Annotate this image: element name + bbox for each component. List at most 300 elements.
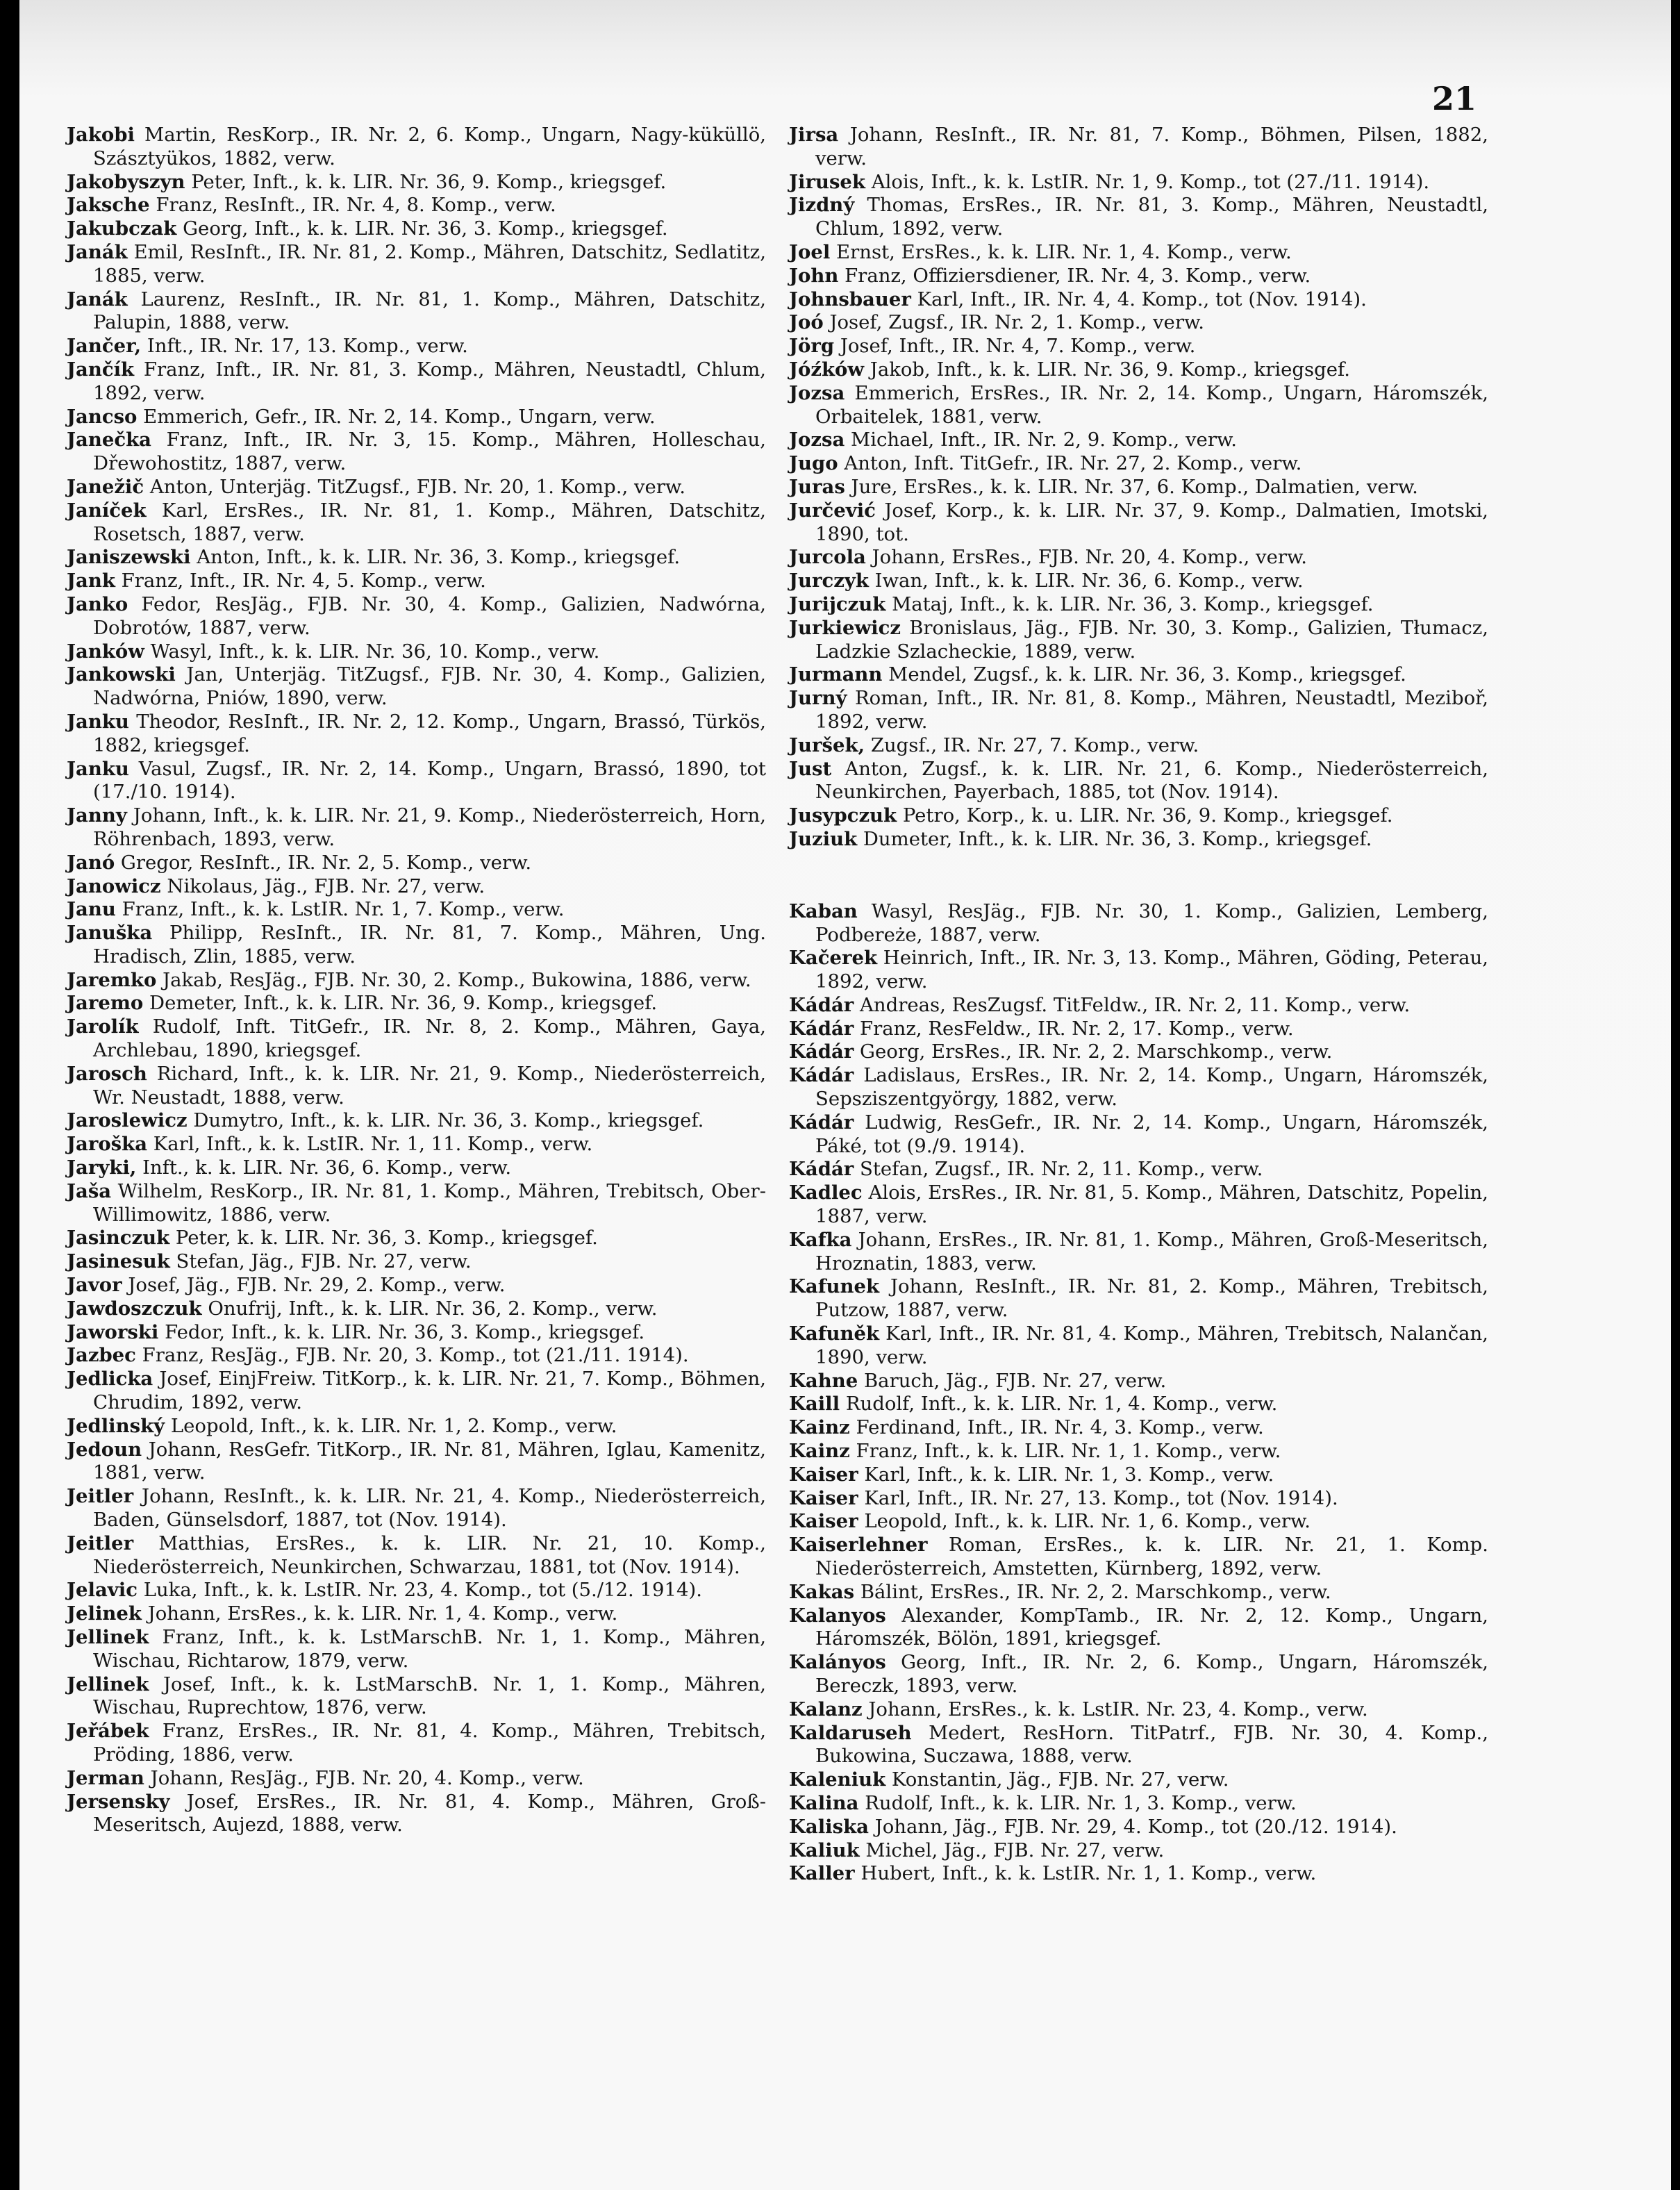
list-item <box>789 1839 1488 1863</box>
entry-surname: Jaworski <box>67 1320 159 1343</box>
entry-details: Rudolf, Inft., k. k. LIR. Nr. 1, 3. Komp., verw. <box>865 1791 1297 1814</box>
entry-details: Matthias, ErsRes., k. k. LIR. Nr. 21, 10. Komp., Niederösterreich, Neunkirchen, Schwarzau, 1881, tot (Nov. 1914). <box>93 1532 766 1578</box>
page-number: 21 <box>1432 80 1477 117</box>
entry-details: Ferdinand, Inft., IR. Nr. 4, 3. Komp., verw. <box>856 1416 1264 1439</box>
entry-details: Mendel, Zugsf., k. k. LIR. Nr. 36, 3. Komp., kriegsgef. <box>888 663 1406 686</box>
entry-surname: Janák <box>67 288 128 310</box>
entry-details: Ludwig, ResGefr., IR. Nr. 2, 14. Komp., Ungarn, Háromszék, Páké, tot (9./9. 1914). <box>815 1111 1488 1157</box>
entry-details: Anton, Inft. TitGefr., IR. Nr. 27, 2. Komp., verw. <box>844 452 1302 475</box>
entry-details: Peter, k. k. LIR. Nr. 36, 3. Komp., kriegsgef. <box>175 1227 598 1250</box>
list-item <box>67 1133 766 1156</box>
entry-surname: Johnsbauer <box>789 288 911 310</box>
list-item <box>789 1768 1488 1792</box>
list-item <box>67 570 766 593</box>
entry-details: Jakab, ResJäg., FJB. Nr. 30, 2. Komp., Bukowina, 1886, verw. <box>163 968 751 991</box>
list-item <box>789 429 1488 452</box>
entry-surname: Jerman <box>67 1766 144 1789</box>
entry-details: Emil, ResInft., IR. Nr. 81, 2. Komp., Mähren, Datschitz, Sedlatitz, 1885, verw. <box>93 240 766 287</box>
list-item <box>789 335 1488 358</box>
entry-details: Josef, Inft., IR. Nr. 4, 7. Komp., verw. <box>840 335 1196 358</box>
entry-details: Thomas, ErsRes., IR. Nr. 81, 3. Komp., Mähren, Neustadtl, Chlum, 1892, verw. <box>815 194 1488 240</box>
entry-surname: Jizdný <box>789 194 855 217</box>
entry-surname: Kaban <box>789 899 858 922</box>
entry-details: Martin, ResKorp., IR. Nr. 2, 6. Komp., Ungarn, Nagy-küküllö, Szásztyükos, 1882, verw. <box>93 124 766 169</box>
entry-details: Alois, Inft., k. k. LstIR. Nr. 1, 9. Komp., tot (27./11. 1914). <box>871 170 1430 193</box>
list-item <box>789 1792 1488 1816</box>
entry-details: Inft., k. k. LIR. Nr. 36, 6. Komp., verw. <box>142 1156 512 1179</box>
entry-surname: Jeitler <box>67 1485 134 1508</box>
entry-surname: Kafuněk <box>789 1322 880 1345</box>
entry-details: Johann, ErsRes., IR. Nr. 81, 1. Komp., Mähren, Groß-Meseritsch, Hroznatin, 1883, verw. <box>815 1228 1488 1275</box>
entry-surname: Kaiser <box>789 1463 858 1486</box>
list-item <box>789 546 1488 570</box>
list-item <box>789 687 1488 734</box>
entry-surname: Jurkiewicz <box>789 616 901 639</box>
entry-surname: Janečka <box>67 429 151 451</box>
list-item <box>67 875 766 899</box>
section-gap <box>789 852 1488 900</box>
entry-surname: Jankowski <box>67 663 176 686</box>
entry-surname: Jellinek <box>67 1673 149 1695</box>
entry-details: Wasyl, Inft., k. k. LIR. Nr. 36, 10. Komp., verw. <box>150 640 600 663</box>
list-item <box>789 1229 1488 1276</box>
entry-details: Laurenz, ResInft., IR. Nr. 81, 1. Komp., Mähren, Datschitz, Palupin, 1888, verw. <box>93 288 766 334</box>
entry-details: Franz, Inft., IR. Nr. 4, 5. Komp., verw. <box>121 570 486 592</box>
list-item <box>789 804 1488 828</box>
entry-surname: Jurmann <box>789 663 883 686</box>
entry-details: Fedor, Inft., k. k. LIR. Nr. 36, 3. Komp., kriegsgef. <box>165 1320 645 1343</box>
entry-details: Wilhelm, ResKorp., IR. Nr. 81, 1. Komp., Mähren, Trebitsch, Ober-Willimowitz, 1886, verw. <box>93 1179 766 1226</box>
entry-details: Peter, Inft., k. k. LIR. Nr. 36, 9. Komp., kriegsgef. <box>191 170 667 193</box>
list-item <box>789 1510 1488 1534</box>
list-item <box>789 171 1488 194</box>
list-item <box>789 1651 1488 1698</box>
entry-surname: Kahne <box>789 1369 858 1392</box>
list-item <box>67 1344 766 1368</box>
list-item <box>67 1626 766 1673</box>
entry-details: Franz, ResJäg., FJB. Nr. 20, 3. Komp., tot (21./11. 1914). <box>142 1344 689 1367</box>
list-item <box>67 1579 766 1602</box>
entry-surname: Kaliuk <box>789 1839 860 1861</box>
entry-details: Franz, Inft., IR. Nr. 81, 3. Komp., Mähren, Neustadtl, Chlum, 1892, verw. <box>93 358 766 404</box>
entry-surname: Jaryki, <box>67 1156 137 1179</box>
entry-details: Rudolf, Inft. TitGefr., IR. Nr. 8, 2. Komp., Mähren, Gaya, Archlebau, 1890, kriegsgef. <box>93 1015 766 1062</box>
list-item <box>67 1368 766 1415</box>
entry-surname: Jaša <box>67 1179 112 1202</box>
entry-details: Johann, ResInft., IR. Nr. 81, 2. Komp., Mähren, Trebitsch, Putzow, 1887, verw. <box>815 1275 1489 1322</box>
list-item <box>67 898 766 922</box>
entry-details: Josef, Jäg., FJB. Nr. 29, 2. Komp., verw. <box>128 1274 506 1297</box>
entry-details: Michel, Jäg., FJB. Nr. 27, verw. <box>865 1839 1165 1861</box>
entry-surname: Jusypczuk <box>789 804 897 827</box>
entry-details: Franz, Inft., IR. Nr. 3, 15. Komp., Mähren, Holleschau, Dřewohostitz, 1887, verw. <box>93 429 766 475</box>
list-item <box>67 1321 766 1345</box>
entry-details: Roman, Inft., IR. Nr. 81, 8. Komp., Mähren, Neustadtl, Meziboř, 1892, verw. <box>815 687 1488 733</box>
list-item <box>789 1722 1488 1769</box>
entry-details: Inft., IR. Nr. 17, 13. Komp., verw. <box>147 335 468 358</box>
list-item <box>67 711 766 758</box>
list-item <box>67 1156 766 1180</box>
left-column <box>67 124 766 1837</box>
list-item <box>789 570 1488 593</box>
list-item <box>67 171 766 194</box>
list-item <box>789 1463 1488 1487</box>
list-item <box>789 663 1488 687</box>
list-item <box>789 1111 1488 1159</box>
entry-surname: Janowicz <box>67 874 161 897</box>
entry-details: Fedor, ResJäg., FJB. Nr. 30, 4. Komp., Galizien, Nadwórna, Dobrotów, 1887, verw. <box>93 592 766 639</box>
list-item <box>67 1438 766 1486</box>
entry-details: Luka, Inft., k. k. LstIR. Nr. 23, 4. Komp., tot (5./12. 1914). <box>143 1579 702 1602</box>
list-item <box>789 1275 1488 1322</box>
entry-surname: Jasinesuk <box>67 1250 170 1273</box>
entry-surname: Jellinek <box>67 1626 149 1648</box>
entry-surname: Jancso <box>67 405 138 428</box>
entry-surname: Joel <box>789 240 831 263</box>
list-item <box>67 922 766 969</box>
entry-details: Hubert, Inft., k. k. LstIR. Nr. 1, 1. Komp., verw. <box>860 1862 1317 1885</box>
entry-surname: Jakubczak <box>67 217 177 240</box>
list-item <box>789 241 1488 265</box>
entry-details: Johann, ErsRes., k. k. LstIR. Nr. 23, 4. Komp., verw. <box>868 1698 1368 1720</box>
list-item <box>67 1767 766 1791</box>
list-item <box>67 969 766 993</box>
entry-details: Franz, ErsRes., IR. Nr. 81, 4. Komp., Mähren, Trebitsch, Pröding, 1886, verw. <box>93 1720 766 1766</box>
entry-details: Georg, ErsRes., IR. Nr. 2, 2. Marschkomp., verw. <box>860 1040 1333 1063</box>
list-item <box>67 1109 766 1133</box>
entry-details: Karl, Inft., k. k. LIR. Nr. 1, 3. Komp., verw. <box>864 1463 1274 1486</box>
entry-details: Anton, Zugsf., k. k. LIR. Nr. 21, 6. Komp., Niederösterreich, Neunkirchen, Payerbach, 1885, tot (Nov. 1914). <box>815 757 1488 804</box>
entry-surname: Kainz <box>789 1416 850 1439</box>
entry-details: Jan, Unterjäg. TitZugsf., FJB. Nr. 30, 4. Komp., Galizien, Nadwórna, Pniów, 1890, verw. <box>93 663 766 710</box>
entry-details: Bálint, ErsRes., IR. Nr. 2, 2. Marschkomp., verw. <box>860 1580 1331 1603</box>
entry-surname: Kaill <box>789 1393 840 1416</box>
entry-surname: Jelavic <box>67 1579 138 1602</box>
entry-surname: Jančík <box>67 358 135 381</box>
entry-surname: Kaleniuk <box>789 1768 886 1791</box>
entry-surname: Joó <box>789 311 824 334</box>
list-item <box>789 593 1488 617</box>
list-item <box>67 1250 766 1274</box>
right-column-k-section <box>789 900 1488 1886</box>
entry-details: Emmerich, Gefr., IR. Nr. 2, 14. Komp., Ungarn, verw. <box>143 405 656 428</box>
entry-details: Josef, Zugsf., IR. Nr. 2, 1. Komp., verw. <box>829 311 1204 334</box>
entry-details: Johann, Inft., k. k. LIR. Nr. 21, 9. Komp., Niederösterreich, Horn, Röhrenbach, 1893, verw. <box>93 804 766 850</box>
entry-details: Josef, Inft., k. k. LstMarschB. Nr. 1, 1. Komp., Mähren, Wischau, Ruprechtow, 1876, verw. <box>93 1673 766 1719</box>
entry-surname: Jedlicka <box>67 1368 153 1391</box>
entry-surname: Jakobyszyn <box>67 170 185 193</box>
entry-details: Leopold, Inft., k. k. LIR. Nr. 1, 2. Komp., verw. <box>170 1414 617 1437</box>
list-item <box>67 1720 766 1767</box>
entry-surname: Jozsa <box>789 429 845 451</box>
list-item <box>789 452 1488 476</box>
list-item <box>789 617 1488 664</box>
entry-details: Franz, Offiziersdiener, IR. Nr. 4, 3. Komp., verw. <box>845 264 1311 287</box>
entry-surname: Kaller <box>789 1862 855 1885</box>
entry-details: Stefan, Jäg., FJB. Nr. 27, verw. <box>176 1250 472 1273</box>
list-item <box>789 1322 1488 1370</box>
list-item <box>67 1274 766 1297</box>
list-item <box>67 288 766 335</box>
list-item <box>67 1063 766 1110</box>
entry-surname: Kádár <box>789 1158 854 1181</box>
entry-surname: Jančer, <box>67 335 142 358</box>
entry-details: Josef, EinjFreiw. TitKorp., k. k. LIR. Nr. 21, 7. Komp., Böhmen, Chrudim, 1892, verw. <box>93 1368 766 1414</box>
list-item <box>789 1604 1488 1652</box>
list-item <box>67 852 766 875</box>
entry-details: Mataj, Inft., k. k. LIR. Nr. 36, 3. Komp., kriegsgef. <box>892 592 1374 615</box>
entry-surname: Janku <box>67 710 129 733</box>
entry-details: Konstantin, Jäg., FJB. Nr. 27, verw. <box>891 1768 1229 1791</box>
entry-surname: John <box>789 264 839 287</box>
entry-surname: Kádár <box>789 1040 854 1063</box>
entry-details: Rudolf, Inft., k. k. LIR. Nr. 1, 4. Komp., verw. <box>845 1393 1278 1416</box>
entry-surname: Jaroslewicz <box>67 1109 188 1132</box>
list-item <box>67 194 766 217</box>
entry-details: Onufrij, Inft., k. k. LIR. Nr. 36, 2. Komp., verw. <box>208 1297 658 1320</box>
entry-details: Jure, ErsRes., k. k. LIR. Nr. 37, 6. Komp., Dalmatien, verw. <box>851 475 1418 498</box>
entry-details: Emmerich, ErsRes., IR. Nr. 2, 14. Komp., Ungarn, Háromszék, Orbaitelek, 1881, verw. <box>815 381 1489 428</box>
entry-surname: Kaiserlehner <box>789 1534 928 1557</box>
entry-details: Anton, Inft., k. k. LIR. Nr. 36, 3. Komp., kriegsgef. <box>197 546 681 569</box>
list-item <box>789 358 1488 382</box>
entry-details: Medert, ResHorn. TitPatrf., FJB. Nr. 30, 4. Komp., Bukowina, Suczawa, 1888, verw. <box>815 1721 1488 1768</box>
entry-surname: Kádár <box>789 1111 854 1134</box>
entry-details: Franz, ResFeldw., IR. Nr. 2, 17. Komp., verw. <box>860 1017 1294 1040</box>
list-item <box>789 1487 1488 1511</box>
entry-details: Ernst, ErsRes., k. k. LIR. Nr. 1, 4. Komp., verw. <box>836 240 1292 263</box>
list-item <box>67 1485 766 1532</box>
list-item <box>789 734 1488 758</box>
entry-details: Georg, Inft., IR. Nr. 2, 6. Komp., Ungarn, Háromszék, Bereczk, 1893, verw. <box>815 1651 1488 1697</box>
entry-surname: Juršek, <box>789 733 865 756</box>
entry-details: Karl, Inft., k. k. LstIR. Nr. 1, 11. Komp., verw. <box>153 1133 593 1156</box>
list-item <box>67 1415 766 1438</box>
entry-details: Johann, ErsRes., k. k. LIR. Nr. 1, 4. Komp., verw. <box>147 1602 618 1625</box>
list-item <box>67 1297 766 1321</box>
entry-surname: Kádár <box>789 993 854 1016</box>
list-item <box>67 758 766 805</box>
entry-surname: Jörg <box>789 335 835 358</box>
list-item <box>67 1791 766 1838</box>
list-item <box>789 288 1488 312</box>
entry-surname: Jawdoszczuk <box>67 1297 202 1320</box>
list-item <box>67 593 766 640</box>
entry-surname: Kalanyos <box>789 1604 886 1627</box>
entry-surname: Jazbec <box>67 1344 136 1367</box>
entry-surname: Jeřábek <box>67 1720 149 1743</box>
entry-details: Johann, ResInft., IR. Nr. 81, 7. Komp., Böhmen, Pilsen, 1882, verw. <box>815 124 1488 169</box>
entry-details: Franz, Inft., k. k. LIR. Nr. 1, 1. Komp., verw. <box>856 1440 1281 1463</box>
list-item <box>67 804 766 852</box>
entry-surname: Jaroška <box>67 1133 148 1156</box>
entry-details: Johann, ErsRes., FJB. Nr. 20, 4. Komp., verw. <box>872 546 1308 569</box>
entry-surname: Jugo <box>789 452 838 475</box>
list-item <box>789 1534 1488 1581</box>
list-item <box>67 1227 766 1250</box>
entry-surname: Janíček <box>67 499 147 522</box>
entry-surname: Just <box>789 757 832 780</box>
list-item <box>789 900 1488 947</box>
entry-surname: Jurný <box>789 687 847 710</box>
entry-details: Karl, Inft., IR. Nr. 4, 4. Komp., tot (Nov. 1914). <box>917 288 1367 310</box>
entry-details: Andreas, ResZugsf. TitFeldw., IR. Nr. 2, 11. Komp., verw. <box>860 993 1411 1016</box>
list-item <box>789 1816 1488 1839</box>
list-item <box>789 947 1488 994</box>
list-item <box>789 1181 1488 1229</box>
list-item <box>789 1370 1488 1393</box>
entry-details: Roman, ErsRes., k. k. LIR. Nr. 21, 1. Komp. Niederösterreich, Amstetten, Kürnberg, 1892, verw. <box>815 1534 1489 1580</box>
list-item <box>67 1180 766 1227</box>
entry-details: Karl, Inft., IR. Nr. 27, 13. Komp., tot (Nov. 1914). <box>864 1486 1338 1509</box>
entry-surname: Jasinczuk <box>67 1227 170 1250</box>
entry-details: Karl, Inft., IR. Nr. 81, 4. Komp., Mähren, Trebitsch, Nalančan, 1890, verw. <box>815 1322 1488 1368</box>
entry-surname: Kačerek <box>789 947 877 970</box>
entry-surname: Kádár <box>789 1064 854 1087</box>
entry-details: Dumeter, Inft., k. k. LIR. Nr. 36, 3. Komp., kriegsgef. <box>863 827 1372 850</box>
entry-details: Franz, ResInft., IR. Nr. 4, 8. Komp., verw. <box>156 194 556 217</box>
list-item <box>67 499 766 547</box>
entry-details: Iwan, Inft., k. k. LIR. Nr. 36, 6. Komp., verw. <box>874 570 1304 592</box>
entry-surname: Jurcola <box>789 546 866 569</box>
list-item <box>789 1440 1488 1463</box>
entry-details: Alexander, KompTamb., IR. Nr. 2, 12. Komp., Ungarn, Háromszék, Bölön, 1891, kriegsgef. <box>815 1604 1488 1650</box>
list-item <box>789 1862 1488 1886</box>
entry-surname: Javor <box>67 1274 122 1297</box>
entry-surname: Janu <box>67 898 116 921</box>
list-item <box>789 124 1488 171</box>
list-item <box>67 241 766 288</box>
entry-details: Bronislaus, Jäg., FJB. Nr. 30, 3. Komp., Galizien, Tłumacz, Ladzkie Szlacheckie, 1889, verw. <box>815 616 1488 663</box>
entry-surname: Jeitler <box>67 1532 134 1554</box>
entry-details: Johann, ResInft., k. k. LIR. Nr. 21, 4. Komp., Niederösterreich, Baden, Günselsdorf, 1887, tot (Nov. 1914). <box>93 1485 766 1532</box>
entry-surname: Kadlec <box>789 1181 863 1204</box>
list-item <box>789 1018 1488 1041</box>
entry-details: Baruch, Jäg., FJB. Nr. 27, verw. <box>863 1369 1167 1392</box>
entry-details: Theodor, ResInft., IR. Nr. 2, 12. Komp., Ungarn, Brassó, Türkös, 1882, kriegsgef. <box>93 710 766 756</box>
list-item <box>67 1532 766 1579</box>
entry-surname: Jirusek <box>789 170 865 193</box>
entry-details: Johann, ResJäg., FJB. Nr. 20, 4. Komp., verw. <box>150 1766 584 1789</box>
entry-surname: Jersensky <box>67 1790 170 1813</box>
entry-surname: Janków <box>67 640 144 663</box>
entry-surname: Janko <box>67 592 128 615</box>
list-item <box>789 994 1488 1018</box>
entry-surname: Kafka <box>789 1228 852 1251</box>
entry-details: Jakob, Inft., k. k. LIR. Nr. 36, 9. Komp., kriegsgef. <box>870 358 1350 381</box>
entry-details: Franz, Inft., k. k. LstIR. Nr. 1, 7. Komp., verw. <box>122 898 565 921</box>
entry-details: Leopold, Inft., k. k. LIR. Nr. 1, 6. Komp., verw. <box>864 1510 1311 1533</box>
entry-surname: Janó <box>67 851 115 874</box>
entry-surname: Janny <box>67 804 127 827</box>
list-item <box>67 663 766 711</box>
entry-surname: Kaliska <box>789 1815 869 1838</box>
entry-surname: Jaremo <box>67 992 144 1015</box>
entry-details: Vasul, Zugsf., IR. Nr. 2, 14. Komp., Ungarn, Brassó, 1890, tot (17./10. 1914). <box>93 757 766 804</box>
list-item <box>789 1416 1488 1440</box>
entry-details: Richard, Inft., k. k. LIR. Nr. 21, 9. Komp., Niederösterreich, Wr. Neustadt, 1888, verw. <box>93 1062 766 1109</box>
list-item <box>67 546 766 570</box>
entry-surname: Jurczyk <box>789 570 869 592</box>
entry-surname: Jakobi <box>67 124 135 146</box>
entry-details: Michael, Inft., IR. Nr. 2, 9. Komp., verw. <box>851 429 1237 451</box>
list-item <box>67 1602 766 1626</box>
list-item <box>789 476 1488 499</box>
entry-surname: Jaksche <box>67 194 150 217</box>
entry-surname: Jank <box>67 570 115 592</box>
list-item <box>789 265 1488 288</box>
list-item <box>67 124 766 171</box>
entry-surname: Jurčević <box>789 499 876 522</box>
entry-surname: Juziuk <box>789 827 858 850</box>
list-item <box>67 992 766 1015</box>
entry-details: Nikolaus, Jäg., FJB. Nr. 27, verw. <box>167 874 485 897</box>
list-item <box>67 429 766 476</box>
entry-surname: Jarosch <box>67 1062 147 1085</box>
entry-details: Petro, Korp., k. u. LIR. Nr. 36, 9. Komp., kriegsgef. <box>902 804 1393 827</box>
entry-details: Alois, ErsRes., IR. Nr. 81, 5. Komp., Mähren, Datschitz, Popelin, 1887, verw. <box>815 1181 1488 1228</box>
list-item <box>789 828 1488 852</box>
entry-surname: Jirsa <box>789 124 839 146</box>
entry-surname: Jedoun <box>67 1438 142 1461</box>
entry-surname: Kalina <box>789 1791 859 1814</box>
entry-surname: Jelinek <box>67 1602 142 1625</box>
entry-details: Josef, ErsRes., IR. Nr. 81, 4. Komp., Mähren, Groß-Meseritsch, Aujezd, 1888, verw. <box>93 1790 766 1836</box>
list-item <box>789 311 1488 335</box>
entry-surname: Janiszewski <box>67 546 191 569</box>
list-item <box>789 758 1488 805</box>
list-item <box>67 217 766 241</box>
entry-surname: Janku <box>67 757 129 780</box>
list-item <box>67 358 766 406</box>
entry-surname: Jurijczuk <box>789 592 886 615</box>
entry-details: Franz, Inft., k. k. LstMarschB. Nr. 1, 1. Komp., Mähren, Wischau, Richtarow, 1879, verw. <box>93 1626 766 1672</box>
entry-details: Johann, Jäg., FJB. Nr. 29, 4. Komp., tot (20./12. 1914). <box>874 1815 1397 1838</box>
entry-details: Johann, ResGefr. TitKorp., IR. Nr. 81, Mähren, Iglau, Kamenitz, 1881, verw. <box>93 1438 766 1484</box>
list-item <box>789 1064 1488 1111</box>
entry-surname: Kaiser <box>789 1510 858 1533</box>
right-column <box>789 124 1488 1886</box>
entry-details: Josef, Korp., k. k. LIR. Nr. 37, 9. Komp., Dalmatien, Imotski, 1890, tot. <box>815 499 1488 545</box>
list-item <box>67 640 766 664</box>
entry-details: Stefan, Zugsf., IR. Nr. 2, 11. Komp., verw. <box>860 1158 1263 1181</box>
entry-surname: Kalányos <box>789 1651 886 1674</box>
entry-surname: Kalanz <box>789 1698 863 1720</box>
entry-surname: Kaiser <box>789 1486 858 1509</box>
entry-details: Wasyl, ResJäg., FJB. Nr. 30, 1. Komp., Galizien, Lemberg, Podbereże, 1887, verw. <box>815 899 1488 946</box>
entry-surname: Jóźków <box>789 358 865 381</box>
entry-details: Philipp, ResInft., IR. Nr. 81, 7. Komp., Mähren, Ung. Hradisch, Zlin, 1885, verw. <box>93 922 767 968</box>
entry-surname: Kakas <box>789 1580 855 1603</box>
entry-surname: Jaremko <box>67 968 157 991</box>
entry-details: Gregor, ResInft., IR. Nr. 2, 5. Komp., verw. <box>120 851 532 874</box>
entry-surname: Janák <box>67 240 128 263</box>
list-item <box>789 382 1488 429</box>
list-item <box>789 1040 1488 1064</box>
entry-details: Karl, ErsRes., IR. Nr. 81, 1. Komp., Mähren, Datschitz, Rosetsch, 1887, verw. <box>93 499 766 545</box>
list-item <box>789 1581 1488 1604</box>
entry-details: Zugsf., IR. Nr. 27, 7. Komp., verw. <box>870 733 1199 756</box>
entry-surname: Jedlinský <box>67 1414 165 1437</box>
list-item <box>67 1015 766 1063</box>
list-item <box>789 194 1488 241</box>
entry-details: Anton, Unterjäg. TitZugsf., FJB. Nr. 20, 1. Komp., verw. <box>149 475 685 498</box>
list-item <box>789 1698 1488 1722</box>
list-item <box>789 1158 1488 1181</box>
list-item <box>789 1393 1488 1416</box>
document-page <box>19 0 1671 2190</box>
entry-details: Dumytro, Inft., k. k. LIR. Nr. 36, 3. Komp., kriegsgef. <box>193 1109 704 1132</box>
